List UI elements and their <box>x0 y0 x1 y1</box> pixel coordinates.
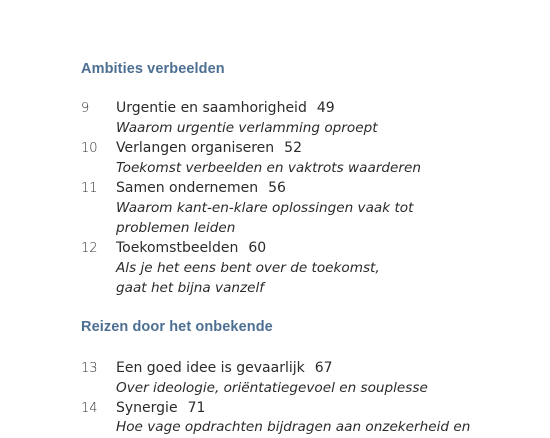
chapter-title-line <box>116 180 286 196</box>
chapter-number: 11 <box>81 181 98 196</box>
chapter-title-line <box>116 240 266 256</box>
chapter-title-line <box>116 400 205 416</box>
chapter-page-number: 71 <box>187 400 206 416</box>
chapter-title: Samen ondernemen <box>116 180 259 196</box>
chapter-title: Verlangen organiseren <box>116 140 275 156</box>
chapter-number: 14 <box>81 401 98 416</box>
chapter-subtitle: Hoe vage opdrachten bijdragen aan onzekerheid en <box>116 419 471 435</box>
section-title-ambities: Ambities verbeelden <box>81 61 225 77</box>
chapter-title: Synergie <box>116 400 178 416</box>
chapter-page-number: 49 <box>316 100 335 116</box>
chapter-title-line <box>116 140 302 156</box>
chapter-page-number: 60 <box>248 240 267 256</box>
chapter-subtitle-continued: gaat het bijna vanzelf <box>116 280 265 296</box>
chapter-number: 10 <box>81 141 98 156</box>
chapter-number: 9 <box>81 101 90 116</box>
chapter-subtitle: Over ideologie, oriëntatiegevoel en souplesse <box>116 380 428 396</box>
chapter-subtitle: Waarom urgentie verlamming oproept <box>116 120 378 136</box>
chapter-title-line <box>116 360 333 376</box>
chapter-subtitle: Als je het eens bent over de toekomst, <box>116 260 380 276</box>
chapter-page-number: 67 <box>314 360 333 376</box>
chapter-number: 12 <box>81 241 98 256</box>
chapter-subtitle: Toekomst verbeelden en vaktrots waarderen <box>116 160 421 176</box>
chapter-number: 13 <box>81 361 98 376</box>
chapter-page-number: 56 <box>268 180 286 196</box>
chapter-title: Toekomstbeelden <box>116 240 239 256</box>
chapter-subtitle: Waarom kant-en-klare oplossingen vaak tot <box>116 200 414 216</box>
chapter-title: Een goed idee is gevaarlijk <box>116 360 305 376</box>
chapter-page-number: 52 <box>284 140 302 156</box>
chapter-title-line <box>116 100 335 116</box>
chapter-title: Urgentie en saamhorigheid <box>116 100 307 116</box>
chapter-subtitle-continued: problemen leiden <box>116 220 236 236</box>
section-title-reizen: Reizen door het onbekende <box>81 319 273 335</box>
